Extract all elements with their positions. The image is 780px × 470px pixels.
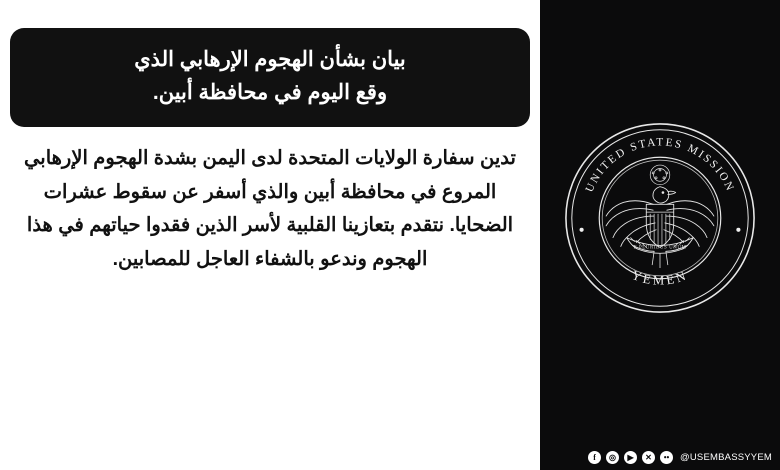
social-bar xyxy=(588,451,772,464)
svg-text:E PLURIBUS UNUM: E PLURIBUS UNUM xyxy=(633,245,687,251)
flickr-icon[interactable]: •• xyxy=(660,451,673,464)
headline-line-1: بيان بشأن الهجوم الإرهابي الذي xyxy=(134,48,406,71)
social-handle: @USEMBASSYYEM xyxy=(680,452,772,463)
facebook-icon[interactable]: f xyxy=(588,451,601,464)
svg-text:YEMEN: YEMEN xyxy=(629,267,691,288)
seal-panel xyxy=(540,0,780,470)
youtube-icon[interactable]: ▶ xyxy=(624,451,637,464)
headline-banner xyxy=(10,28,530,127)
us-mission-seal xyxy=(562,120,758,316)
svg-text:UNITED STATES MISSION: UNITED STATES MISSION xyxy=(583,136,737,195)
instagram-icon[interactable]: ◎ xyxy=(606,451,619,464)
headline-line-2: وقع اليوم في محافظة أبين. xyxy=(152,80,388,104)
statement-body: تدين سفارة الولايات المتحدة لدى اليمن بشدة الهجوم الإرهابي المروع في محافظة أبين والذي أسفر عن سقوط عشرات الضحايا. نتقدم بتعازينا القلبية لأسر الذين فقدوا حياتهم في هذا الهجوم وندعو بالشفاء العاجل للمصابين. xyxy=(24,147,516,270)
x-twitter-icon[interactable]: ✕ xyxy=(642,451,655,464)
